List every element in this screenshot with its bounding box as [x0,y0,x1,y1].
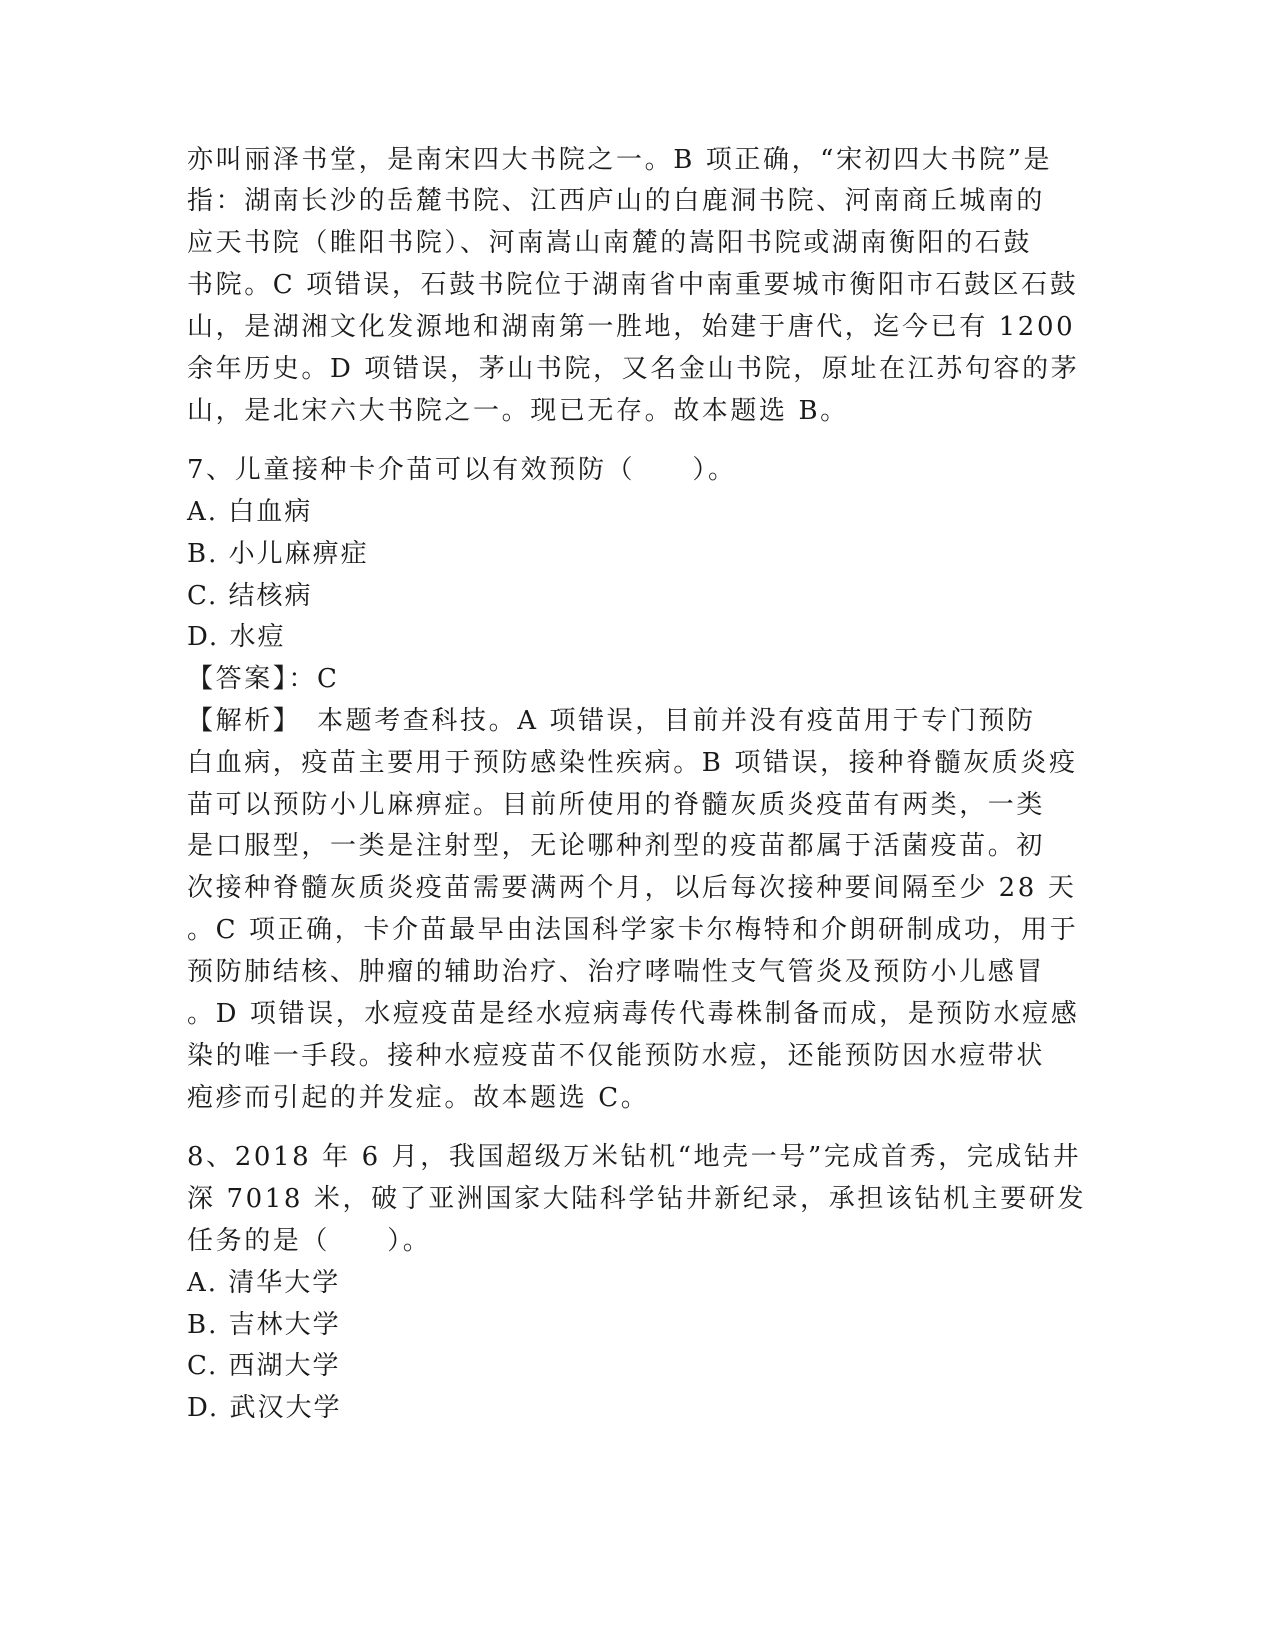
analysis-line: 是口服型，一类是注射型，无论哪种剂型的疫苗都属于活菌疫苗。初 [187,831,1046,861]
analysis-line: 山，是湖湘文化发源地和湖南第一胜地，始建于唐代，迄今已有 1200 [187,312,1076,342]
analysis-line: 指：湖南长沙的岳麓书院、江西庐山的白鹿洞书院、河南商丘城南的 [187,186,1046,216]
analysis-line: 。D 项错误，水痘疫苗是经水痘病毒传代毒株制备而成，是预防水痘感 [187,999,1080,1029]
analysis-line: 余年历史。D 项错误，茅山书院，又名金山书院，原址在江苏句容的茅 [187,354,1080,384]
analysis-line: 亦叫丽泽书堂，是南宋四大书院之一。B 项正确，“宋初四大书院”是 [187,145,1053,175]
option-b: B. 吉林大学 [187,1310,341,1340]
analysis-line: 次接种脊髓灰质炎疫苗需要满两个月，以后每次接种要间隔至少 28 天 [187,873,1077,903]
option-a: A. 清华大学 [187,1268,341,1298]
question-text: 7、儿童接种卡介苗可以有效预防（ ）。 [187,455,737,485]
analysis-line: 。C 项正确，卡介苗最早由法国科学家卡尔梅特和介朗研制成功，用于 [187,915,1079,945]
answer-line: 【答案】：C [187,664,340,694]
option-a: A. 白血病 [187,497,313,527]
question-text: 任务的是（ ）。 [187,1226,432,1256]
option-c: C. 西湖大学 [187,1351,341,1381]
analysis-line: 染的唯一手段。接种水痘疫苗不仅能预防水痘，还能预防因水痘带状 [187,1041,1046,1071]
analysis-line: 书院。C 项错误，石鼓书院位于湖南省中南重要城市衡阳市石鼓区石鼓 [187,270,1079,300]
analysis-line: 疱疹而引起的并发症。故本题选 C。 [187,1083,650,1113]
analysis-line: 应天书院（睢阳书院）、河南嵩山南麓的嵩阳书院或湖南衡阳的石鼓 [187,228,1033,258]
analysis-line: 【解析】 本题考查科技。A 项错误，目前并没有疫苗用于专门预防 [187,706,1036,736]
option-d: D. 武汉大学 [187,1393,342,1423]
analysis-line: 预防肺结核、肿瘤的辅助治疗、治疗哮喘性支气管炎及预防小儿感冒 [187,957,1046,987]
analysis-line: 山，是北宋六大书院之一。现已无存。故本题选 B。 [187,396,849,426]
question-text: 8、2018 年 6 月，我国超级万米钻机“地壳一号”完成首秀，完成钻井 [187,1142,1082,1172]
question-text: 深 7018 米，破了亚洲国家大陆科学钻井新纪录，承担该钻机主要研发 [187,1184,1087,1214]
option-b: B. 小儿麻痹症 [187,539,369,569]
option-c: C. 结核病 [187,581,313,611]
analysis-line: 白血病，疫苗主要用于预防感染性疾病。B 项错误，接种脊髓灰质炎疫 [187,748,1078,778]
analysis-line: 苗可以预防小儿麻痹症。目前所使用的脊髓灰质炎疫苗有两类，一类 [187,790,1046,820]
option-d: D. 水痘 [187,622,286,652]
